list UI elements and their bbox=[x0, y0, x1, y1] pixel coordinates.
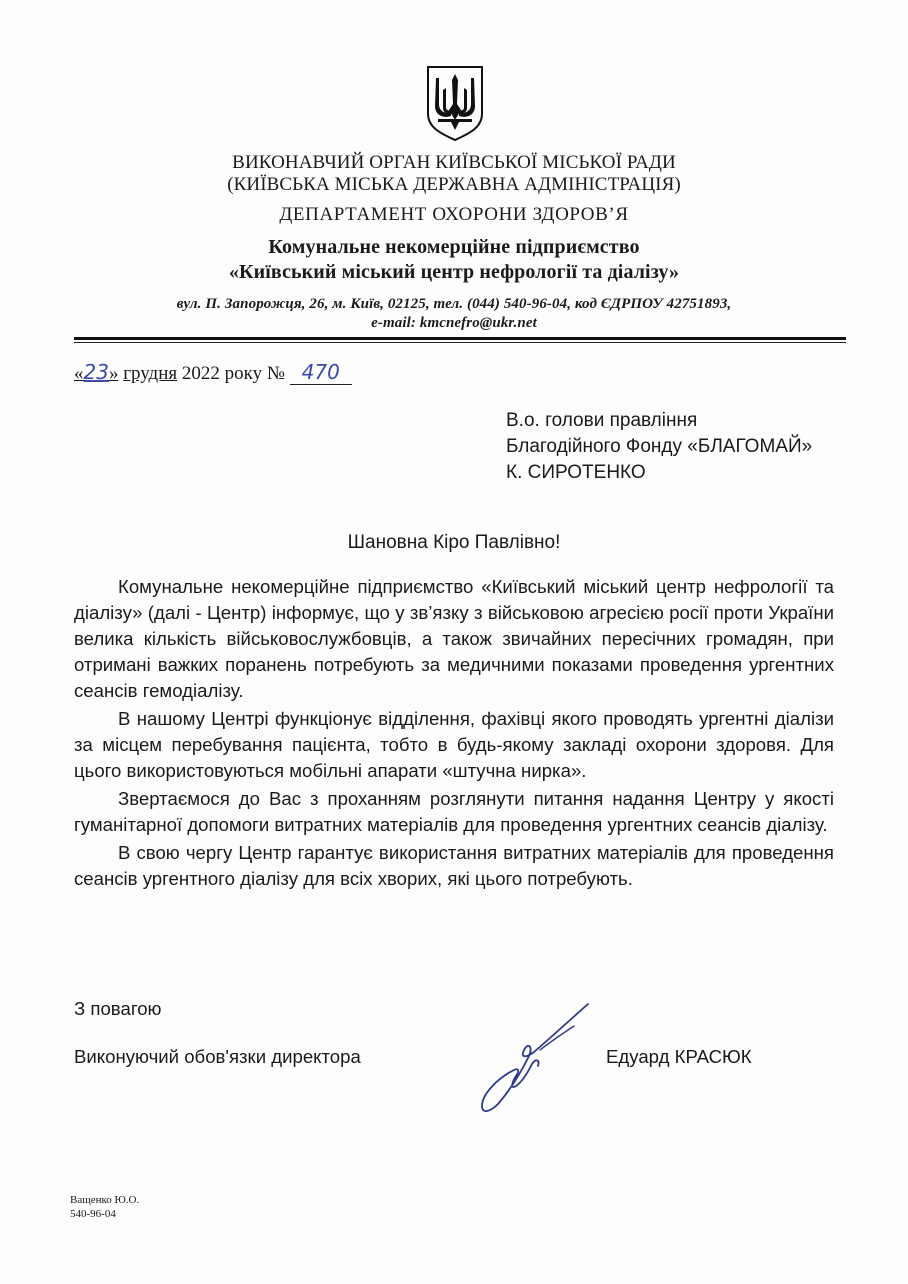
date-month: грудня bbox=[123, 363, 178, 384]
executor-phone: 540-96-04 bbox=[70, 1208, 116, 1220]
body-paragraph-3: Звертаємося до Вас з проханням розглянути питання надання Центру у якості гуманітарної допомоги витратних матеріалів для проведення ургентних сеансів діалізу. bbox=[74, 788, 834, 835]
addressee-position: В.о. голови правління bbox=[506, 410, 698, 431]
addressee-block bbox=[506, 408, 812, 486]
signer-name: Едуард КРАСЮК bbox=[606, 1046, 752, 1067]
closing-regards: З повагою bbox=[74, 998, 162, 1019]
document-number-handwritten: 470 bbox=[290, 360, 352, 385]
department-name: ДЕПАРТАМЕНТ ОХОРОНИ ЗДОРОВ’Я bbox=[279, 204, 629, 225]
signer-position: Виконуючий обов'язки директора bbox=[74, 1046, 361, 1067]
executor-note bbox=[70, 1193, 139, 1221]
date-open-quote: « bbox=[74, 363, 84, 384]
body-paragraph-4: В свою чергу Центр гарантує використання витратних матеріалів для проведення сеансів ургентного діалізу для всіх хворих, які цього потребують. bbox=[74, 842, 834, 889]
org-name-line2: (КИЇВСЬКА МІСЬКА ДЕРЖАВНА АДМІНІСТРАЦІЯ) bbox=[227, 174, 681, 195]
header-divider-thick bbox=[74, 337, 846, 340]
enterprise-name: «Київський міський центр нефрології та діалізу» bbox=[228, 261, 680, 283]
address-line: вул. П. Запорожця, 26, м. Київ, 02125, тел. (044) 540-96-04, код ЄДРПОУ 42751893, bbox=[176, 296, 732, 312]
date-day-handwritten: 23 bbox=[83, 360, 109, 384]
executor-name: Ващенко Ю.О. bbox=[70, 1194, 140, 1206]
date-close-quote: » bbox=[108, 363, 119, 384]
handwritten-signature bbox=[470, 1000, 600, 1118]
letter-body bbox=[74, 574, 834, 894]
date-year: 2022 року № bbox=[177, 363, 290, 384]
addressee-organization: Благодійного Фонду «БЛАГОМАЙ» bbox=[506, 436, 813, 457]
coat-of-arms-icon bbox=[424, 64, 486, 142]
header-divider-thin bbox=[74, 342, 846, 343]
addressee-name: К. СИРОТЕНКО bbox=[506, 462, 646, 483]
enterprise-type: Комунальне некомерційне підприємство bbox=[268, 236, 640, 258]
body-paragraph-2: В нашому Центрі функціонує відділення, фахівці якого проводять ургентні діалізи за місцем перебування пацієнта, тобто в будь-якому закладі охорони здоровя. Для цього використовуються мобільні апарати «штучна нирка». bbox=[74, 708, 834, 781]
body-paragraph-1: Комунальне некомерційне підприємство «Київський міський центр нефрології та діалізу» (далі - Центр) інформує, що у зв’язку з військовою агресією росії проти України велика кількість військовослужбовців, а також звичайних пересічних громадян, при отримані важких поранень потребують за медичними показами проведення ургентних сеансів гемодіалізу. bbox=[74, 576, 834, 701]
document-date-number bbox=[74, 360, 352, 386]
salutation: Шановна Кіро Павлівно! bbox=[347, 532, 561, 553]
org-name-line1: ВИКОНАВЧИЙ ОРГАН КИЇВСЬКОЇ МІСЬКОЇ РАДИ bbox=[232, 152, 676, 173]
email-line: e-mail: kmcnefro@ukr.net bbox=[371, 315, 537, 331]
